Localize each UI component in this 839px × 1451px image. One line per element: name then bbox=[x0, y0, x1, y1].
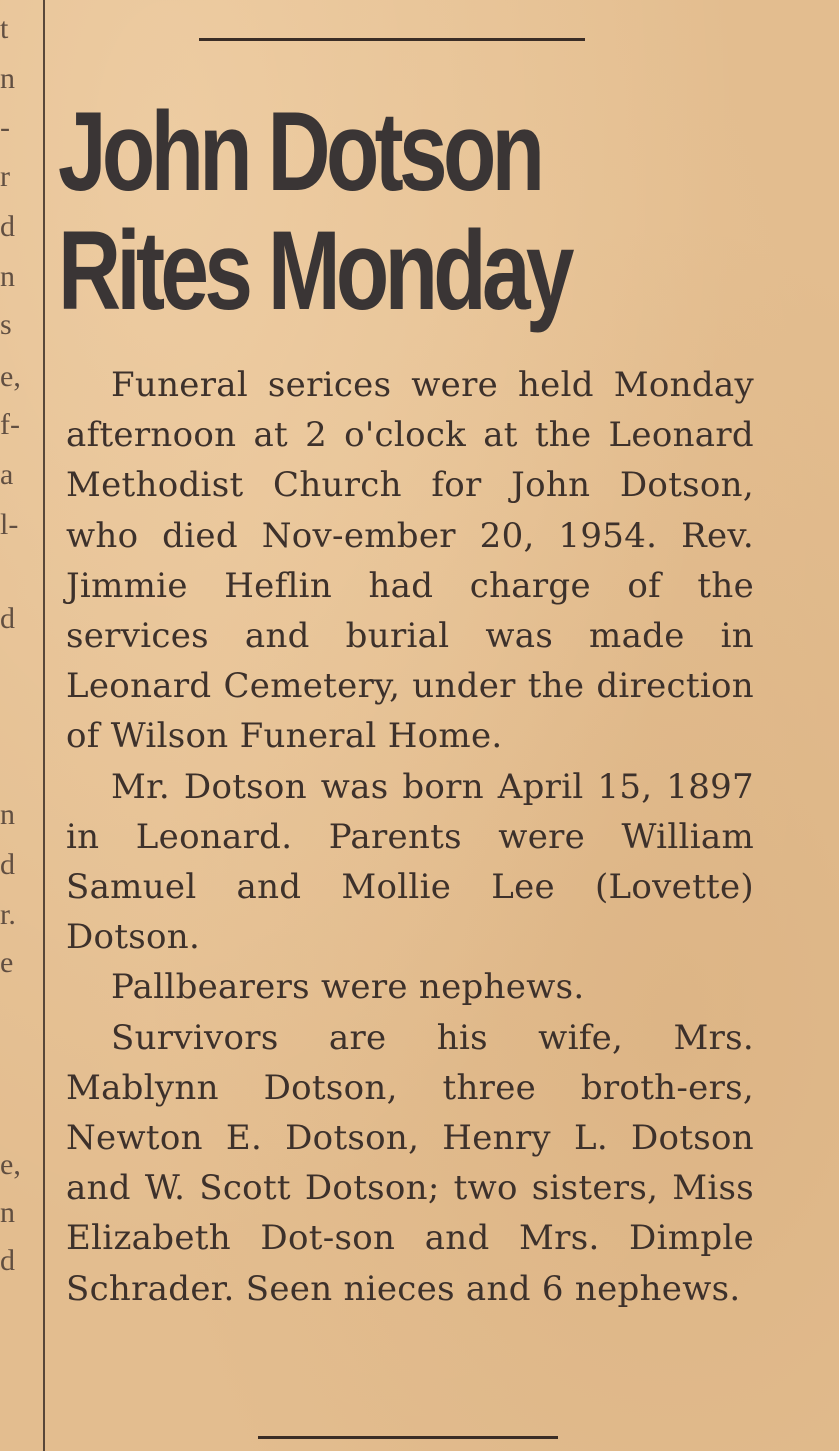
adjacent-column-fragment: d bbox=[0, 1244, 15, 1277]
paragraph-pallbearers: Pallbearers were nephews. bbox=[111, 967, 585, 1008]
adjacent-column-fragment: s bbox=[0, 308, 12, 341]
bottom-rule bbox=[258, 1436, 558, 1439]
adjacent-column-fragment: a bbox=[0, 458, 14, 491]
article-body bbox=[66, 360, 754, 1314]
adjacent-column-fragment: - bbox=[0, 111, 10, 144]
adjacent-column-fragment: d bbox=[0, 602, 15, 635]
adjacent-column-fragment: t bbox=[0, 12, 9, 45]
adjacent-column-fragment: r bbox=[0, 160, 10, 193]
adjacent-column-fragment: e, bbox=[0, 1148, 21, 1181]
adjacent-column-fragments bbox=[0, 0, 34, 1451]
adjacent-column-fragment: d bbox=[0, 210, 15, 243]
headline-line-2: Rites Monday bbox=[58, 208, 570, 333]
headline-line-1: John Dotson bbox=[58, 89, 541, 214]
headline bbox=[58, 89, 570, 333]
adjacent-column-fragment: f- bbox=[0, 408, 20, 441]
adjacent-column-fragment: n bbox=[0, 798, 15, 831]
adjacent-column-fragment: d bbox=[0, 848, 15, 881]
adjacent-column-fragment: l- bbox=[0, 508, 19, 541]
paragraph-survivors: Survivors are his wife, Mrs. Mablynn Dotson, three broth-ers, Newton E. Dotson, Henry L. Dotson and W. Scott Dotson; two sisters, Miss Elizabeth Dot-son and Mrs. Dimple Schrader. Seen nieces and 6 nephews. bbox=[66, 1017, 754, 1309]
adjacent-column-fragment: e, bbox=[0, 360, 21, 393]
adjacent-column-fragment: n bbox=[0, 260, 15, 293]
adjacent-column-fragment: r. bbox=[0, 898, 16, 931]
adjacent-column-fragment: n bbox=[0, 1196, 15, 1229]
paragraph-funeral-services: Funeral serices were held Monday afternoon at 2 o'clock at the Leonard Methodist Church for John Dotson, who died Nov-ember 20, 1954. Rev. Jimmie Heflin had charge of the services and burial was made in Leonard Cemetery, under the direction of Wilson Funeral Home. bbox=[66, 365, 754, 757]
adjacent-column-fragment: e bbox=[0, 946, 14, 979]
top-rule bbox=[199, 38, 585, 41]
adjacent-column-fragment: n bbox=[0, 62, 15, 95]
paragraph-birth: Mr. Dotson was born April 15, 1897 in Leonard. Parents were William Samuel and Mollie Lee (Lovette) Dotson. bbox=[66, 766, 754, 958]
column-divider bbox=[43, 0, 45, 1451]
